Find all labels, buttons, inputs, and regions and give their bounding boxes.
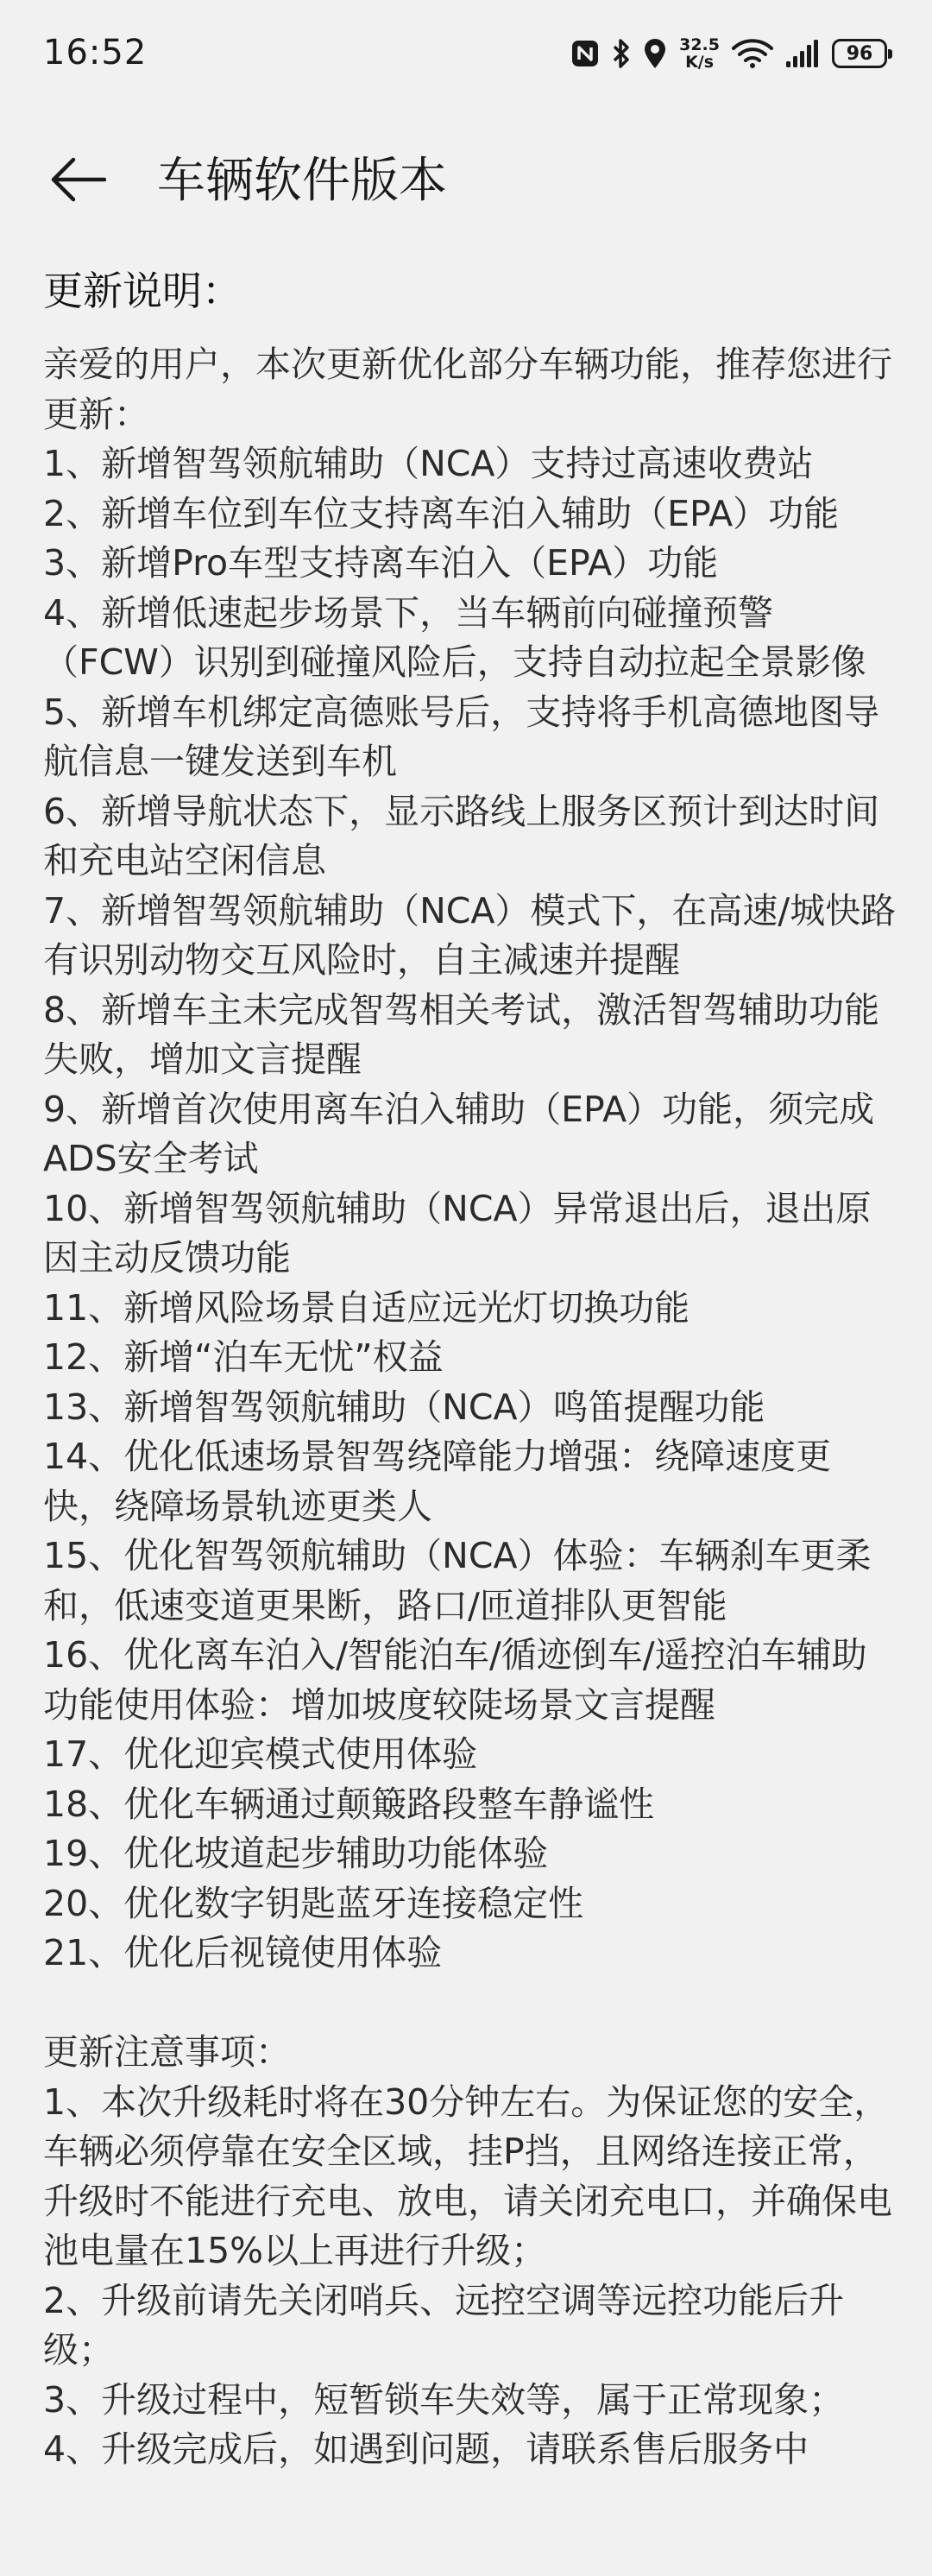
list-item: 18、优化车辆通过颠簸路段整车静谧性 [43,1783,655,1825]
release-notes-heading: 更新说明： [43,268,242,314]
list-item: 9、新增首次使用离车泊入辅助（EPA）功能，须完成ADS安全考试 [43,1088,875,1179]
list-item: 12、新增“泊车无忧”权益 [43,1336,444,1378]
list-item: 2、新增车位到车位支持离车泊入辅助（EPA）功能 [43,492,840,534]
list-item: 13、新增智驾领航辅助（NCA）鸣笛提醒功能 [43,1386,765,1428]
list-item: 17、优化迎宾模式使用体验 [43,1733,478,1775]
back-button[interactable] [45,148,110,214]
list-item: 3、升级过程中，短暂锁车失效等，属于正常现象； [43,2378,845,2421]
notes-heading: 更新注意事项： [43,2031,291,2073]
list-item: 11、新增风险场景自适应远光灯切换功能 [43,1286,690,1329]
status-bar [0,0,932,109]
content [43,264,897,2475]
location-icon [643,37,667,70]
network-speed [679,36,720,71]
page-title: 车辆软件版本 [157,153,447,209]
network-speed-value: 32.5 [679,35,720,54]
list-item: 14、优化低速场景智驾绕障能力增强：绕障速度更快，绕障场景轨迹更类人 [43,1436,832,1527]
list-item: 21、优化后视镜使用体验 [43,1932,443,1973]
list-item: 20、优化数字钥匙蓝牙连接稳定性 [43,1882,584,1924]
list-item: 2、升级前请先关闭哨兵、远控空调等远控功能后升级； [43,2279,845,2371]
status-time: 16:52 [43,33,148,73]
list-item: 1、本次升级耗时将在30分钟左右。为保证您的安全，车辆必须停靠在安全区域，挂P挡，且网络连接正常，升级时不能进行充电、放电，请关闭充电口，并确保电池电量在15%以上再进行升级； [43,2080,892,2271]
network-speed-unit: K/s [685,53,715,72]
release-notes-intro: 亲爱的用户，本次更新优化部分车辆功能，推荐您进行更新： [43,344,892,435]
wifi-icon [732,38,773,69]
list-item: 6、新增导航状态下，显示路线上服务区预计到达时间和充电站空闲信息 [43,790,880,881]
battery-icon [832,39,887,68]
bluetooth-icon [612,37,631,70]
list-item: 19、优化坡道起步辅助功能体验 [43,1833,549,1874]
nfc-icon [570,39,600,68]
list-item: 5、新增车机绑定高德账号后，支持将手机高德地图导航信息一键发送到车机 [43,691,880,782]
arrow-left-icon [49,157,106,205]
battery-level: 96 [846,42,873,65]
list-item: 10、新增智驾领航辅助（NCA）异常退出后，退出原因主动反馈功能 [43,1187,872,1279]
release-notes-list [43,439,897,1979]
list-item: 8、新增车主未完成智驾相关考试，激活智驾辅助功能失败，增加文言提醒 [43,988,880,1080]
header [0,129,932,233]
signal-icon [785,39,820,68]
list-item: 15、优化智驾领航辅助（NCA）体验：车辆刹车更柔和，低速变道更果断，路口/匝道排队更智能 [43,1535,872,1626]
list-item: 4、新增低速起步场景下，当车辆前向碰撞预警（FCW）识别到碰撞风险后，支持自动拉起全景影像 [43,591,866,683]
list-item: 3、新增Pro车型支持离车泊入（EPA）功能 [43,542,719,584]
list-item: 7、新增智驾领航辅助（NCA）模式下，在高速/城快路有识别动物交互风险时，自主减速并提醒 [43,889,897,981]
list-item: 16、优化离车泊入/智能泊车/循迹倒车/遥控泊车辅助功能使用体验：增加坡度较陡场景文言提醒 [43,1634,867,1726]
notes-list [43,2078,897,2475]
status-icons [570,31,887,76]
list-item: 1、新增智驾领航辅助（NCA）支持过高速收费站 [43,443,814,484]
list-item: 4、升级完成后，如遇到问题，请联系售后服务中 [43,2428,809,2470]
